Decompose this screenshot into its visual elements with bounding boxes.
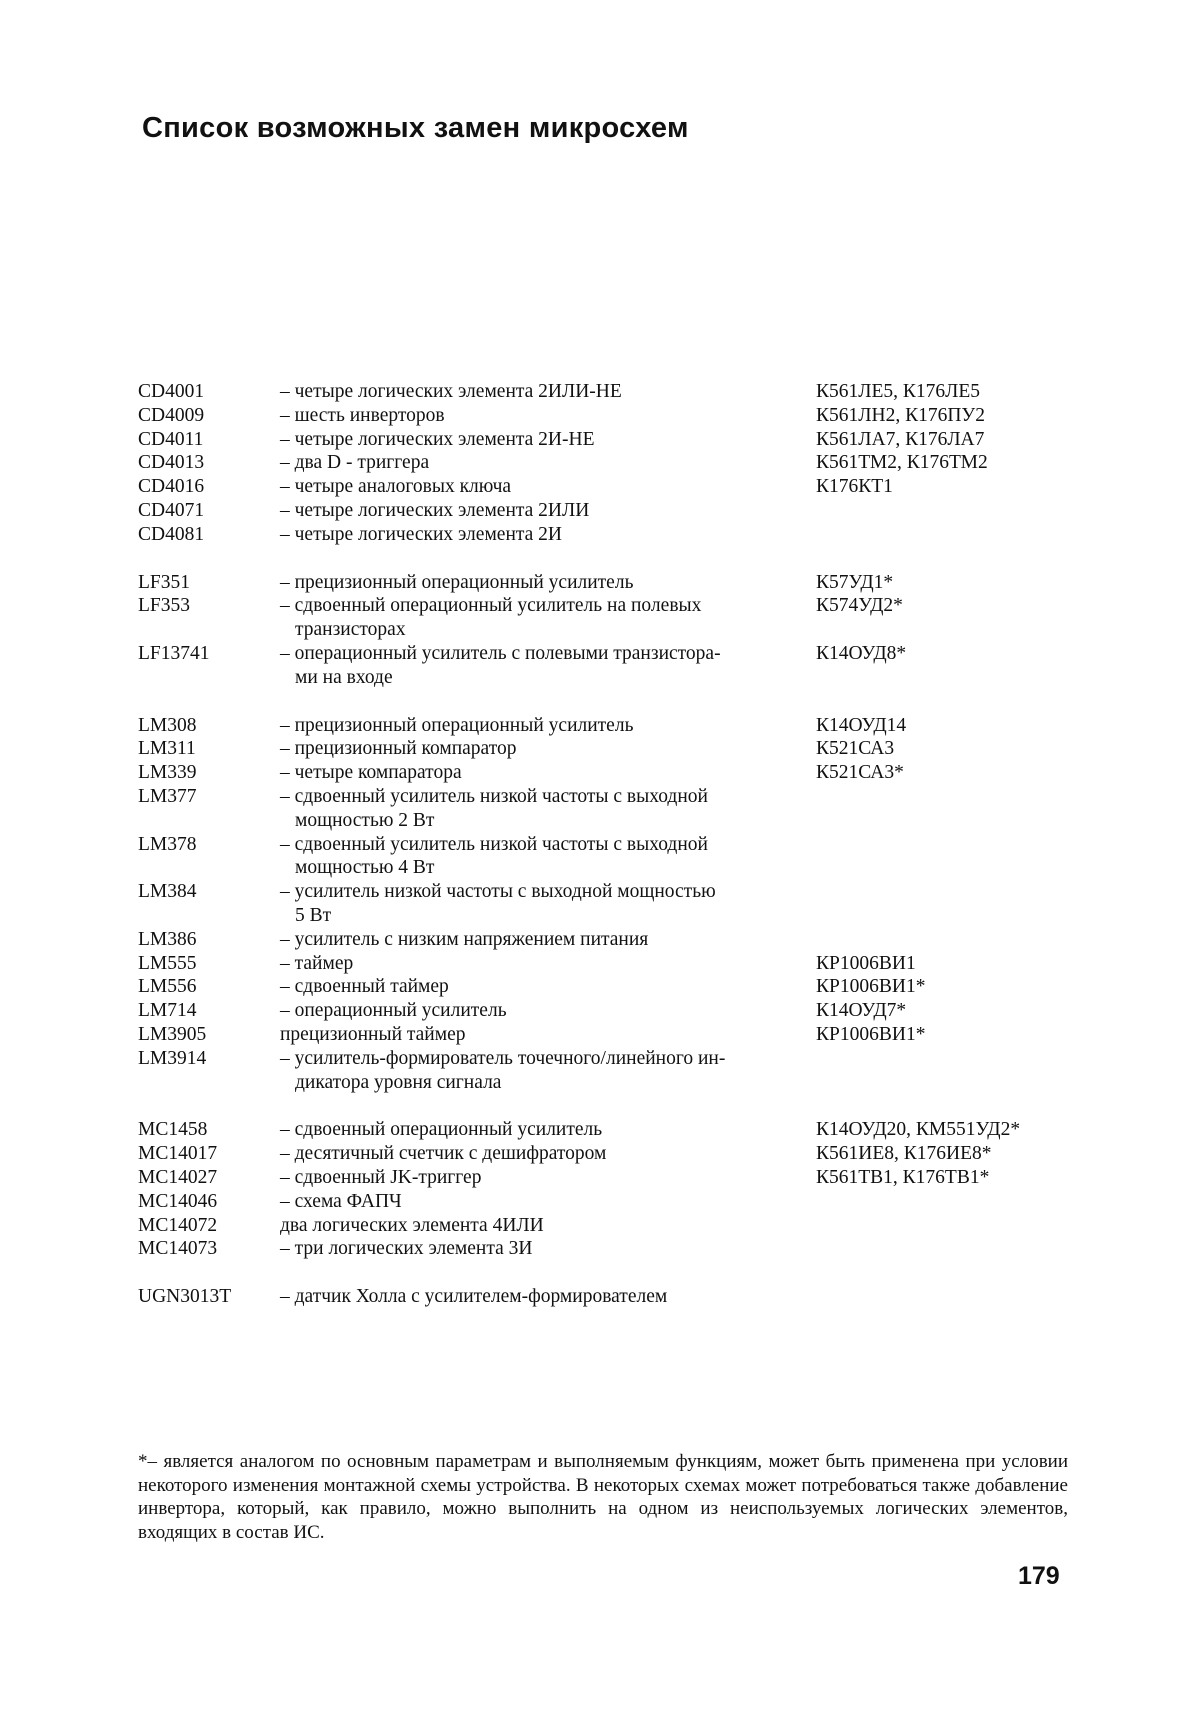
table-row (138, 475, 1078, 499)
chip-code: LF13741 (138, 642, 210, 664)
chip-description (280, 999, 808, 1023)
description-line: – операционный усилитель с полевыми транзистора- (280, 642, 721, 664)
chip-code: LM714 (138, 1000, 197, 1022)
replacement-code (808, 1190, 1078, 1214)
chip-description (280, 451, 808, 475)
table-row (138, 1285, 1078, 1309)
chip-description (280, 571, 808, 595)
table-row (138, 1118, 1078, 1142)
replacement-code (808, 499, 1078, 523)
chip-code: CD4071 (138, 499, 205, 521)
table-row (138, 499, 1078, 523)
table-row (138, 737, 1078, 761)
chip-description (280, 523, 808, 547)
description-line: – шесть инверторов (280, 404, 445, 426)
replacement-code: КР1006ВИ1 (816, 952, 916, 974)
table-row (138, 594, 1078, 642)
table-row (138, 833, 1078, 881)
chip-description (280, 1190, 808, 1214)
description-line: дикатора уровня сигнала (295, 1071, 502, 1093)
page-number: 179 (1018, 1562, 1060, 1590)
replacement-code: К176КТ1 (816, 476, 893, 498)
table-row (138, 428, 1078, 452)
chip-description (280, 1142, 808, 1166)
table-group (138, 1285, 1078, 1309)
description-line: – сдвоенный усилитель низкой частоты с выходной (280, 785, 708, 807)
replacement-code (808, 1047, 1078, 1095)
chip-code: MC14046 (138, 1190, 218, 1212)
table-group (138, 714, 1078, 1095)
chip-code: LM308 (138, 714, 197, 736)
chip-code: LM3905 (138, 1023, 207, 1045)
description-line: – датчик Холла с усилителем-формирователем (280, 1286, 668, 1308)
table-row (138, 1166, 1078, 1190)
description-line: – усилитель с низким напряжением питания (280, 928, 649, 950)
chip-description (280, 1118, 808, 1142)
description-line: – схема ФАПЧ (280, 1190, 402, 1212)
chip-code: CD4001 (138, 381, 205, 402)
chip-code: LM555 (138, 952, 197, 974)
chip-code: LM378 (138, 833, 197, 855)
replacement-code: К574УД2* (816, 595, 903, 617)
replacement-code: К561ИЕ8, К176ИЕ8* (816, 1143, 992, 1165)
chip-code: LM3914 (138, 1047, 207, 1069)
chip-description (280, 785, 808, 833)
chip-description (280, 380, 808, 404)
replacement-code: К521СА3* (816, 762, 904, 784)
replacement-code: К14ОУД7* (816, 1000, 907, 1022)
replacement-table (138, 380, 1078, 1333)
chip-description (280, 833, 808, 881)
replacement-code: К57УД1* (816, 571, 894, 593)
table-row (138, 1214, 1078, 1238)
replacement-code (808, 1214, 1078, 1238)
table-row (138, 785, 1078, 833)
description-line: – четыре логических элемента 2ИЛИ (280, 499, 590, 521)
table-row (138, 642, 1078, 690)
description-line: – усилитель низкой частоты с выходной мощностью (280, 881, 716, 903)
table-row (138, 404, 1078, 428)
table-row (138, 880, 1078, 928)
description-line: – прецизионный операционный усилитель (280, 714, 634, 736)
table-row (138, 1190, 1078, 1214)
chip-description (280, 1023, 808, 1047)
chip-description (280, 428, 808, 452)
replacement-code: К14ОУД14 (816, 714, 907, 736)
table-row (138, 1142, 1078, 1166)
footnote: *– является аналогом по основным параметрам и выполняемым функциям, может быть применена при условии некоторого изменения монтажной схемы устройства. В некоторых схемах может потребоваться также добавление инвертора, который, как правило, можно выполнить на одном из неиспользуемых логических элементов, входящих в состав ИС. (138, 1451, 1068, 1543)
description-line: – сдвоенный JK-триггер (280, 1166, 482, 1188)
chip-description (280, 714, 808, 738)
table-row (138, 928, 1078, 952)
description-line: транзисторах (295, 619, 406, 641)
table-row (138, 999, 1078, 1023)
chip-code: MC14073 (138, 1238, 218, 1260)
replacement-code: КР1006ВИ1* (816, 976, 926, 998)
table-row (138, 975, 1078, 999)
replacement-code (808, 523, 1078, 547)
chip-code: CD4009 (138, 404, 205, 426)
description-line: мощностью 4 Вт (295, 857, 435, 879)
table-group (138, 1118, 1078, 1261)
replacement-code (808, 1237, 1078, 1261)
chip-code: CD4011 (138, 428, 204, 450)
chip-code: LF351 (138, 571, 191, 593)
replacement-code: К14ОУД8* (816, 642, 907, 664)
chip-code: LM377 (138, 785, 197, 807)
description-line: 5 Вт (295, 904, 332, 926)
replacement-code: К561ТВ1, К176ТВ1* (816, 1166, 990, 1188)
replacement-code: К561ЛН2, К176ПУ2 (816, 404, 985, 426)
chip-code: MC1458 (138, 1119, 208, 1141)
description-line: – сдвоенный операционный усилитель на полевых (280, 595, 702, 617)
replacement-code (808, 1285, 1078, 1309)
description-line: – прецизионный операционный усилитель (280, 571, 634, 593)
replacement-code (808, 833, 1078, 881)
chip-description (280, 404, 808, 428)
chip-code: LF353 (138, 595, 191, 617)
chip-code: MC14017 (138, 1143, 218, 1165)
chip-description (280, 1214, 808, 1238)
chip-description (280, 737, 808, 761)
description-line: два логических элемента 4ИЛИ (280, 1214, 544, 1236)
chip-code: LM384 (138, 881, 197, 903)
description-line: – усилитель-формирователь точечного/линейного ин- (280, 1047, 726, 1069)
table-row (138, 761, 1078, 785)
table-row (138, 1023, 1078, 1047)
chip-description (280, 475, 808, 499)
table-row (138, 523, 1078, 547)
description-line: – четыре логических элемента 2И-НЕ (280, 428, 595, 450)
chip-description (280, 975, 808, 999)
description-line: – десятичный счетчик с дешифратором (280, 1143, 607, 1165)
description-line: мощностью 2 Вт (295, 809, 435, 831)
chip-code: UGN3013T (138, 1286, 232, 1308)
replacement-code: К561ТМ2, К176ТМ2 (816, 452, 988, 474)
table-row (138, 571, 1078, 595)
chip-code: LM311 (138, 738, 196, 760)
description-line: – сдвоенный таймер (280, 976, 449, 998)
chip-code: CD4016 (138, 476, 205, 498)
replacement-code: К521СА3 (816, 738, 895, 760)
chip-code: CD4081 (138, 523, 205, 545)
chip-description (280, 928, 808, 952)
description-line: – четыре компаратора (280, 762, 462, 784)
chip-code: LM386 (138, 928, 197, 950)
replacement-code: К561ЛА7, К176ЛА7 (816, 428, 985, 450)
chip-description (280, 499, 808, 523)
chip-code: LM339 (138, 762, 197, 784)
table-row (138, 714, 1078, 738)
description-line: – четыре аналоговых ключа (280, 476, 512, 498)
replacement-code: КР1006ВИ1* (816, 1023, 926, 1045)
chip-description (280, 952, 808, 976)
description-line: – четыре логических элемента 2ИЛИ-НЕ (280, 381, 622, 402)
chip-code: MC14027 (138, 1166, 218, 1188)
description-line: прецизионный таймер (280, 1023, 466, 1045)
chip-description (280, 1166, 808, 1190)
table-row (138, 952, 1078, 976)
chip-code: MC14072 (138, 1214, 218, 1236)
description-line: – таймер (280, 952, 354, 974)
replacement-code (808, 880, 1078, 928)
description-line: – четыре логических элемента 2И (280, 523, 562, 545)
description-line: – три логических элемента 3И (280, 1238, 533, 1260)
chip-description (280, 761, 808, 785)
chip-description (280, 1237, 808, 1261)
table-group (138, 571, 1078, 690)
chip-description (280, 880, 808, 928)
description-line: – сдвоенный усилитель низкой частоты с выходной (280, 833, 708, 855)
page-title: Список возможных замен микросхем (142, 112, 689, 144)
chip-code: LM556 (138, 976, 197, 998)
description-line: – прецизионный компаратор (280, 738, 517, 760)
table-group (138, 380, 1078, 547)
replacement-code: К14ОУД20, КМ551УД2* (816, 1119, 1021, 1141)
chip-code: CD4013 (138, 452, 205, 474)
chip-description (280, 642, 808, 690)
table-row (138, 1047, 1078, 1095)
description-line: ми на входе (295, 666, 393, 688)
replacement-code: К561ЛЕ5, К176ЛЕ5 (816, 381, 981, 402)
description-line: – два D - триггера (280, 452, 430, 474)
replacement-code (808, 785, 1078, 833)
description-line: – сдвоенный операционный усилитель (280, 1119, 603, 1141)
chip-description (280, 1285, 808, 1309)
table-row (138, 451, 1078, 475)
replacement-code (808, 928, 1078, 952)
table-row (138, 380, 1078, 404)
chip-description (280, 594, 808, 642)
table-row (138, 1237, 1078, 1261)
chip-description (280, 1047, 808, 1095)
description-line: – операционный усилитель (280, 1000, 507, 1022)
